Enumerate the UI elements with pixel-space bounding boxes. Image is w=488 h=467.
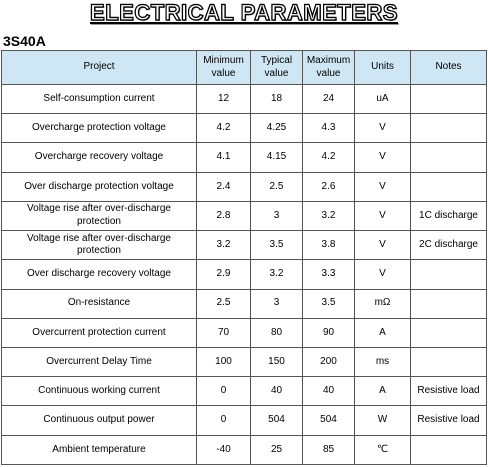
cell-notes xyxy=(411,347,487,376)
cell-units: ℃ xyxy=(355,435,411,464)
cell-maximum: 200 xyxy=(303,347,355,376)
cell-notes xyxy=(411,318,487,347)
cell-units: V xyxy=(355,231,411,260)
table-row xyxy=(2,377,487,406)
table-row xyxy=(2,435,487,464)
cell-notes xyxy=(411,114,487,143)
cell-notes: Resistive load xyxy=(411,377,487,406)
cell-notes: 2C discharge xyxy=(411,231,487,260)
table-row xyxy=(2,114,487,143)
header-typical: Typical value xyxy=(251,51,303,85)
cell-typical: 3.5 xyxy=(251,231,303,260)
cell-minimum: 2.9 xyxy=(197,260,251,289)
cell-project: Self-consumption current xyxy=(2,85,197,114)
cell-project: Continuous working current xyxy=(2,377,197,406)
cell-minimum: 4.2 xyxy=(197,114,251,143)
cell-minimum: 2.5 xyxy=(197,289,251,318)
cell-minimum: 70 xyxy=(197,318,251,347)
cell-typical: 3.2 xyxy=(251,260,303,289)
cell-units: ms xyxy=(355,347,411,376)
header-project: Project xyxy=(2,51,197,85)
cell-minimum: 2.8 xyxy=(197,201,251,230)
cell-typical: 4.15 xyxy=(251,143,303,172)
header-maximum: Maximum value xyxy=(303,51,355,85)
table-row xyxy=(2,406,487,435)
cell-minimum: 12 xyxy=(197,85,251,114)
table-header xyxy=(2,51,487,85)
cell-maximum: 40 xyxy=(303,377,355,406)
table-row xyxy=(2,347,487,376)
cell-maximum: 504 xyxy=(303,406,355,435)
header-units: Units xyxy=(355,51,411,85)
cell-project: Overcurrent protection current xyxy=(2,318,197,347)
table-body xyxy=(2,85,487,465)
cell-units: V xyxy=(355,143,411,172)
cell-units: W xyxy=(355,406,411,435)
banner xyxy=(0,0,488,26)
cell-notes xyxy=(411,143,487,172)
cell-units: A xyxy=(355,318,411,347)
cell-project: Ambient temperature xyxy=(2,435,197,464)
header-minimum: Minimum value xyxy=(197,51,251,85)
cell-typical: 40 xyxy=(251,377,303,406)
cell-typical: 80 xyxy=(251,318,303,347)
cell-maximum: 90 xyxy=(303,318,355,347)
cell-minimum: 2.4 xyxy=(197,172,251,201)
cell-project: Overcharge recovery voltage xyxy=(2,143,197,172)
table-row xyxy=(2,85,487,114)
cell-minimum: 0 xyxy=(197,377,251,406)
header-row xyxy=(2,51,487,85)
cell-typical: 3 xyxy=(251,201,303,230)
cell-notes: Resistive load xyxy=(411,406,487,435)
cell-units: A xyxy=(355,377,411,406)
table-row xyxy=(2,201,487,230)
cell-typical: 150 xyxy=(251,347,303,376)
cell-maximum: 4.3 xyxy=(303,114,355,143)
banner-title: ELECTRICAL PARAMETERS xyxy=(90,0,398,25)
cell-typical: 4.25 xyxy=(251,114,303,143)
cell-units: V xyxy=(355,201,411,230)
cell-project: Continuous output power xyxy=(2,406,197,435)
cell-units: V xyxy=(355,114,411,143)
cell-project: Overcharge protection voltage xyxy=(2,114,197,143)
cell-notes xyxy=(411,172,487,201)
model-label: 3S40A xyxy=(3,33,46,49)
cell-project: Over discharge recovery voltage xyxy=(2,260,197,289)
cell-typical: 3 xyxy=(251,289,303,318)
cell-maximum: 24 xyxy=(303,85,355,114)
table-row xyxy=(2,289,487,318)
cell-maximum: 3.3 xyxy=(303,260,355,289)
cell-units: V xyxy=(355,172,411,201)
header-notes: Notes xyxy=(411,51,487,85)
cell-maximum: 3.5 xyxy=(303,289,355,318)
cell-maximum: 3.8 xyxy=(303,231,355,260)
cell-typical: 18 xyxy=(251,85,303,114)
cell-minimum: 4.1 xyxy=(197,143,251,172)
cell-typical: 2.5 xyxy=(251,172,303,201)
table-row xyxy=(2,172,487,201)
table-row xyxy=(2,318,487,347)
cell-units: uA xyxy=(355,85,411,114)
cell-minimum: 0 xyxy=(197,406,251,435)
cell-maximum: 3.2 xyxy=(303,201,355,230)
cell-notes xyxy=(411,85,487,114)
cell-project: On-resistance xyxy=(2,289,197,318)
cell-minimum: -40 xyxy=(197,435,251,464)
cell-units: V xyxy=(355,260,411,289)
cell-maximum: 2.6 xyxy=(303,172,355,201)
cell-maximum: 85 xyxy=(303,435,355,464)
table-row xyxy=(2,231,487,260)
cell-notes xyxy=(411,435,487,464)
table-row xyxy=(2,143,487,172)
cell-notes xyxy=(411,289,487,318)
cell-project: Overcurrent Delay Time xyxy=(2,347,197,376)
cell-notes: 1C discharge xyxy=(411,201,487,230)
cell-notes xyxy=(411,260,487,289)
cell-typical: 504 xyxy=(251,406,303,435)
cell-units: mΩ xyxy=(355,289,411,318)
cell-typical: 25 xyxy=(251,435,303,464)
cell-project: Voltage rise after over-discharge protection xyxy=(2,201,197,230)
cell-minimum: 100 xyxy=(197,347,251,376)
cell-maximum: 4.2 xyxy=(303,143,355,172)
table-row xyxy=(2,260,487,289)
cell-minimum: 3.2 xyxy=(197,231,251,260)
cell-project: Voltage rise after over-discharge protection xyxy=(2,231,197,260)
cell-project: Over discharge protection voltage xyxy=(2,172,197,201)
parameters-table xyxy=(1,50,487,465)
